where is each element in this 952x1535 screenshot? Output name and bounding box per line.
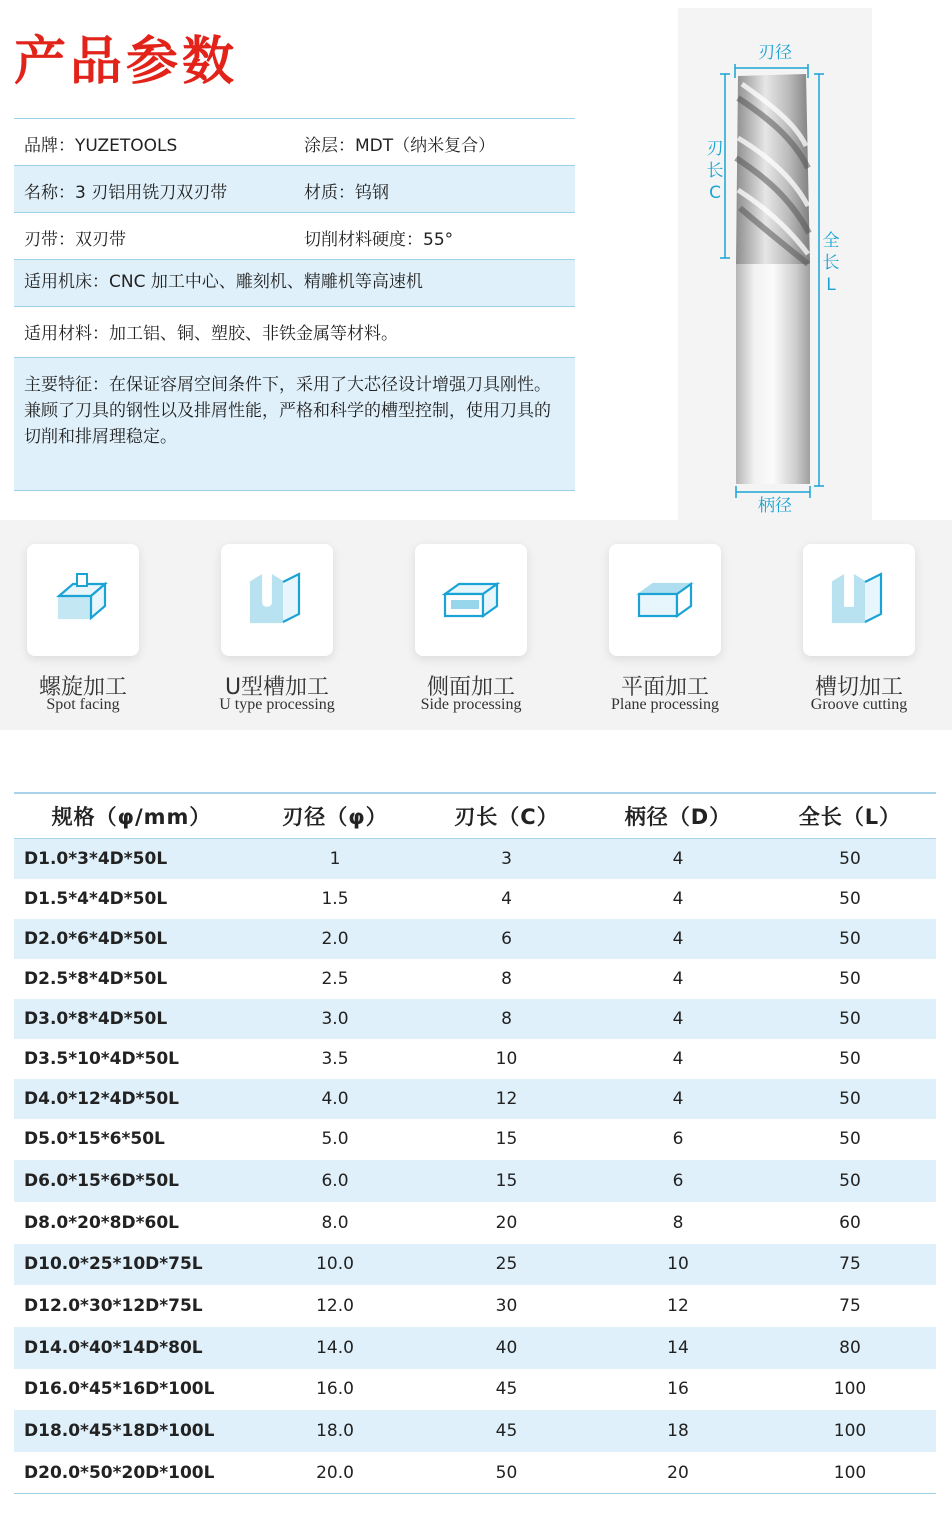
table-cell-spec: D3.5*10*4D*50L bbox=[24, 1048, 179, 1069]
table-cell: 2.0 bbox=[249, 919, 421, 959]
table-cell: 50 bbox=[421, 1452, 592, 1494]
blade-length-label: 刃 长 C bbox=[706, 139, 724, 203]
table-cell-spec: D3.0*8*4D*50L bbox=[14, 999, 249, 1039]
table-cell-spec: D16.0*45*16D*100L bbox=[24, 1379, 215, 1400]
table-cell: 10.0 bbox=[249, 1244, 421, 1286]
spot-facing-icon bbox=[53, 572, 113, 628]
table-cell: 18 bbox=[592, 1410, 764, 1452]
table-cell: 6 bbox=[421, 919, 592, 959]
table-row bbox=[14, 879, 936, 919]
table-row bbox=[14, 1039, 936, 1079]
header-shank-diameter: 柄径（D） bbox=[592, 793, 764, 839]
table-cell: 4 bbox=[592, 1079, 764, 1119]
groove-cutting-icon bbox=[829, 572, 889, 628]
table-cell: 8 bbox=[421, 999, 592, 1039]
table-cell: 4 bbox=[672, 1048, 684, 1069]
table-row bbox=[14, 1079, 936, 1119]
specification-table bbox=[14, 792, 936, 1494]
card-side bbox=[415, 544, 527, 656]
label-groove-en: Groove cutting bbox=[810, 696, 908, 713]
table-cell: 15 bbox=[495, 1129, 518, 1150]
table-cell: 20 bbox=[592, 1452, 764, 1494]
table-cell: 1.5 bbox=[321, 888, 349, 909]
table-cell-spec: D1.5*4*4D*50L bbox=[24, 888, 168, 909]
param-brand: 品牌：YUZETOOLS bbox=[24, 136, 178, 156]
blade-diameter-label: 刃径 bbox=[758, 43, 792, 63]
table-cell: 16.0 bbox=[316, 1379, 354, 1400]
table-cell: 4 bbox=[672, 968, 684, 989]
param-hardness: 切削材料硬度：55° bbox=[304, 230, 454, 250]
table-row bbox=[14, 959, 936, 999]
card-u-type bbox=[221, 544, 333, 656]
table-cell: 60 bbox=[839, 1212, 861, 1233]
table-cell: 20 bbox=[495, 1212, 518, 1233]
param-band: 刃带：双刃带 bbox=[24, 230, 126, 250]
table-cell: 1 bbox=[249, 839, 421, 879]
param-materials: 适用材料：加工铝、铜、塑胶、非铁金属等材料。 bbox=[24, 324, 398, 344]
table-cell: 50 bbox=[764, 919, 936, 959]
table-cell: 4 bbox=[592, 839, 764, 879]
param-row-name bbox=[14, 165, 575, 212]
table-cell-spec: D12.0*30*12D*75L bbox=[24, 1296, 203, 1317]
param-row-machines bbox=[14, 259, 575, 306]
table-cell: 4 bbox=[672, 888, 684, 909]
card-plane bbox=[609, 544, 721, 656]
card-spot-facing bbox=[27, 544, 139, 656]
table-row bbox=[14, 1119, 936, 1161]
end-mill-diagram bbox=[678, 8, 872, 520]
table-cell: 12 bbox=[667, 1296, 689, 1317]
shank-diameter-label: 柄径 bbox=[758, 496, 792, 516]
table-cell: 6 bbox=[672, 1129, 684, 1150]
table-row bbox=[14, 1202, 936, 1244]
table-row bbox=[14, 1244, 936, 1286]
table-cell: 100 bbox=[764, 1410, 936, 1452]
table-cell: 80 bbox=[764, 1327, 936, 1369]
table-cell: 8.0 bbox=[321, 1212, 349, 1233]
table-cell: 4 bbox=[501, 888, 512, 909]
table-cell: 10 bbox=[592, 1244, 764, 1286]
table-cell: 12 bbox=[421, 1079, 592, 1119]
label-u-type-cn: U型槽加工 bbox=[224, 675, 330, 700]
table-cell: 100 bbox=[764, 1452, 936, 1494]
table-cell: 14.0 bbox=[249, 1327, 421, 1369]
table-header-row bbox=[14, 793, 936, 839]
label-plane-cn: 平面加工 bbox=[620, 675, 709, 700]
table-cell-spec: D10.0*25*10D*75L bbox=[14, 1244, 249, 1286]
table-cell-spec: D20.0*50*20D*100L bbox=[14, 1452, 249, 1494]
param-machines: 适用机床：CNC 加工中心、雕刻机、精雕机等高速机 bbox=[24, 272, 423, 292]
table-cell-spec: D4.0*12*4D*50L bbox=[14, 1079, 249, 1119]
label-spot-facing-en: Spot facing bbox=[46, 696, 120, 713]
header-spec: 规格（φ/mm） bbox=[14, 793, 249, 839]
table-cell: 50 bbox=[839, 888, 861, 909]
u-groove-icon bbox=[247, 572, 307, 628]
header-total-length: 全长（L） bbox=[764, 793, 936, 839]
table-cell-spec: D8.0*20*8D*60L bbox=[24, 1212, 179, 1233]
table-cell: 15 bbox=[421, 1160, 592, 1202]
table-row bbox=[14, 1452, 936, 1494]
processing-types bbox=[0, 520, 952, 730]
table-cell: 50 bbox=[764, 839, 936, 879]
table-row bbox=[14, 839, 936, 879]
table-cell: 50 bbox=[764, 999, 936, 1039]
table-cell-spec: D1.0*3*4D*50L bbox=[14, 839, 249, 879]
label-side-en: Side processing bbox=[420, 696, 522, 713]
table-cell: 6 bbox=[592, 1160, 764, 1202]
table-row bbox=[14, 1160, 936, 1202]
page-title: 产品参数 bbox=[14, 31, 239, 92]
table-cell: 50 bbox=[764, 1160, 936, 1202]
table-cell: 50 bbox=[764, 1079, 936, 1119]
table-cell-spec: D6.0*15*6D*50L bbox=[14, 1160, 249, 1202]
total-length-label: 全 长 L bbox=[822, 231, 840, 295]
plane-processing-icon bbox=[635, 572, 695, 628]
table-cell: 75 bbox=[764, 1244, 936, 1286]
param-row-band bbox=[14, 212, 575, 259]
table-body bbox=[14, 839, 936, 1494]
param-row-brand bbox=[14, 118, 575, 165]
table-row bbox=[14, 1369, 936, 1411]
table-cell-spec: D2.0*6*4D*50L bbox=[14, 919, 249, 959]
table-cell: 10 bbox=[495, 1048, 518, 1069]
table-cell-spec: D18.0*45*18D*100L bbox=[14, 1410, 249, 1452]
param-material: 材质：钨钢 bbox=[304, 183, 389, 203]
table-cell: 75 bbox=[839, 1296, 861, 1317]
table-cell: 100 bbox=[833, 1379, 867, 1400]
table-row bbox=[14, 999, 936, 1039]
table-cell-spec: D14.0*40*14D*80L bbox=[14, 1327, 249, 1369]
table-cell: 14 bbox=[592, 1327, 764, 1369]
table-cell: 18.0 bbox=[249, 1410, 421, 1452]
table-cell: 50 bbox=[839, 1129, 861, 1150]
table-cell: 2.5 bbox=[321, 968, 349, 989]
table-cell: 50 bbox=[839, 968, 861, 989]
param-features: 主要特征：在保证容屑空间条件下，采用了大芯径设计增强刀具刚性。兼顾了刀具的钢性以及排屑性能，严格和科学的槽型控制，使用刀具的切削和排屑理稳定。 bbox=[24, 375, 551, 447]
table-cell: 6.0 bbox=[249, 1160, 421, 1202]
table-row bbox=[14, 1285, 936, 1327]
table-cell: 50 bbox=[839, 1048, 861, 1069]
table-cell: 45 bbox=[421, 1410, 592, 1452]
header-blade-diameter: 刃径（φ） bbox=[249, 793, 421, 839]
table-cell: 8 bbox=[672, 1212, 684, 1233]
card-groove bbox=[803, 544, 915, 656]
param-row-features bbox=[14, 357, 575, 490]
table-row bbox=[14, 919, 936, 959]
label-spot-facing-cn: 螺旋加工 bbox=[38, 675, 127, 700]
table-cell: 40 bbox=[421, 1327, 592, 1369]
table-cell: 20.0 bbox=[249, 1452, 421, 1494]
header-blade-length: 刃长（C） bbox=[421, 793, 592, 839]
table-cell: 4 bbox=[592, 999, 764, 1039]
table-cell: 3.0 bbox=[249, 999, 421, 1039]
table-cell: 8 bbox=[501, 968, 512, 989]
label-plane-en: Plane processing bbox=[611, 696, 719, 713]
table-cell: 12.0 bbox=[316, 1296, 354, 1317]
table-cell: 16 bbox=[667, 1379, 689, 1400]
table-cell: 3.5 bbox=[321, 1048, 349, 1069]
param-row-materials bbox=[14, 306, 575, 357]
param-coating: 涂层：MDT（纳米复合） bbox=[304, 136, 496, 156]
table-cell-spec: D2.5*8*4D*50L bbox=[24, 968, 168, 989]
label-groove-cn: 槽切加工 bbox=[814, 675, 903, 700]
table-cell: 5.0 bbox=[321, 1129, 349, 1150]
side-processing-icon bbox=[441, 572, 501, 628]
table-cell: 4 bbox=[592, 919, 764, 959]
param-name: 名称：3 刃铝用铣刀双刃带 bbox=[24, 183, 228, 203]
end-mill-illustration bbox=[678, 8, 872, 520]
table-cell: 30 bbox=[495, 1296, 518, 1317]
table-row bbox=[14, 1327, 936, 1369]
table-cell: 3 bbox=[421, 839, 592, 879]
table-row bbox=[14, 1410, 936, 1452]
table-cell-spec: D5.0*15*6*50L bbox=[24, 1129, 165, 1150]
table-cell: 4.0 bbox=[249, 1079, 421, 1119]
label-side-cn: 侧面加工 bbox=[426, 675, 515, 700]
product-parameters bbox=[14, 118, 575, 491]
table-cell: 45 bbox=[495, 1379, 518, 1400]
label-u-type-en: U type processing bbox=[219, 696, 335, 713]
table-cell: 25 bbox=[421, 1244, 592, 1286]
